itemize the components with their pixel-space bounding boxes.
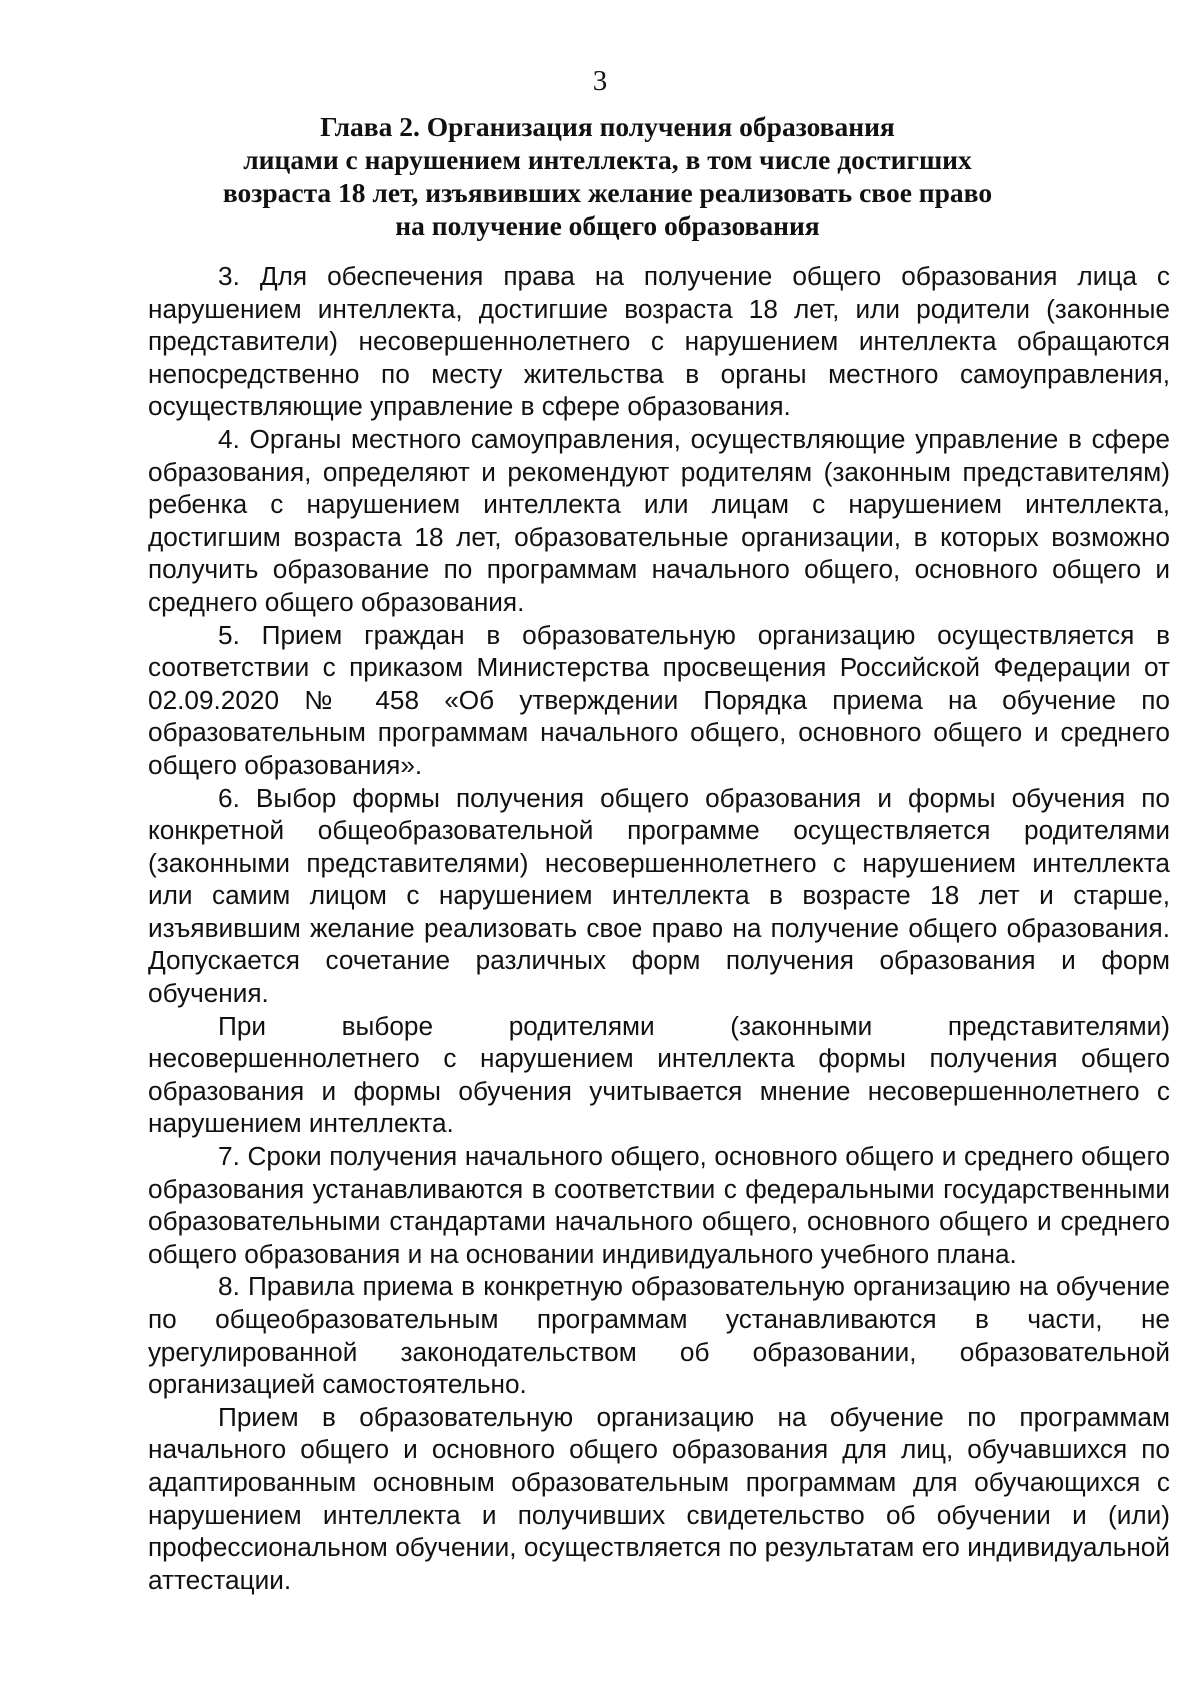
paragraph-item-8: 8. Правила приема в конкретную образовательную организацию на обучение по общеобразовательным программам устанавливаются в части, не урегулированной законодательством об образовании, образовательной организацией самостоятельно. xyxy=(148,1271,1170,1400)
paragraph-item-4: 4. Органы местного самоуправления, осуществляющие управление в сфере образования, определяют и рекомендуют родителям (законным представителям) ребенка с нарушением интеллекта или лицам с нарушением интеллекта, достигшим возраста 18 лет, образовательные организации, в которых возможно получить образование по программам начального общего, основного общего и среднего общего образования. xyxy=(148,423,1170,617)
paragraph-item-8-continued: Прием в образовательную организацию на обучение по программам начального общего и основного общего образования для лиц, обучавшихся по адаптированным основным образовательным программам для обучающихся с нарушением интеллекта и получивших свидетельство об обучении и (или) профессиональном обучении, осуществляется по результатам его индивидуальной аттестации. xyxy=(148,1401,1170,1595)
chapter-heading xyxy=(150,110,1065,242)
paragraph-item-6-continued: При выборе родителями (законными представителями) несовершеннолетнего с нарушением интеллекта формы получения общего образования и формы обучения учитывается мнение несовершеннолетнего с нарушением интеллекта. xyxy=(148,1010,1170,1139)
chapter-heading-line-2: лицами с нарушением интеллекта, в том числе достигших xyxy=(243,144,972,175)
paragraph-item-5: 5. Прием граждан в образовательную организацию осуществляется в соответствии с приказом Министерства просвещения Российской Федерации от 02.09.2020 № 458 «Об утверждении Порядка приема на обучение по образовательным программам начального общего, основного общего и среднего общего образования». xyxy=(148,619,1170,780)
paragraph-item-3: 3. Для обеспечения права на получение общего образования лица с нарушением интеллекта, достигшие возраста 18 лет, или родители (законные представители) несовершеннолетнего с нарушением интеллекта обращаются непосредственно по месту жительства в органы местного самоуправления, осуществляющие управление в сфере образования. xyxy=(148,261,1170,422)
chapter-heading-line-3: возраста 18 лет, изъявивших желание реализовать свое право xyxy=(222,177,993,208)
chapter-heading-line-4: на получение общего образования xyxy=(395,210,820,241)
paragraph-item-7: 7. Сроки получения начального общего, основного общего и среднего общего образования устанавливаются в соответствии с федеральными государственными образовательными стандартами начального общего, основного общего и среднего общего образования и на основании индивидуального учебного плана. xyxy=(148,1141,1170,1269)
page-number: 3 xyxy=(592,65,608,97)
document-body xyxy=(148,260,1170,1596)
paragraph-item-6: 6. Выбор формы получения общего образования и формы обучения по конкретной общеобразовательной программе осуществляется родителями (законными представителями) несовершеннолетнего с нарушением интеллекта или самим лицом с нарушением интеллекта в возрасте 18 лет и старше, изъявившим желание реализовать свое право на получение общего образования. Допускается сочетание различных форм получения образования и форм обучения. xyxy=(148,782,1170,1009)
chapter-heading-line-1: Глава 2. Организация получения образования xyxy=(320,111,895,142)
